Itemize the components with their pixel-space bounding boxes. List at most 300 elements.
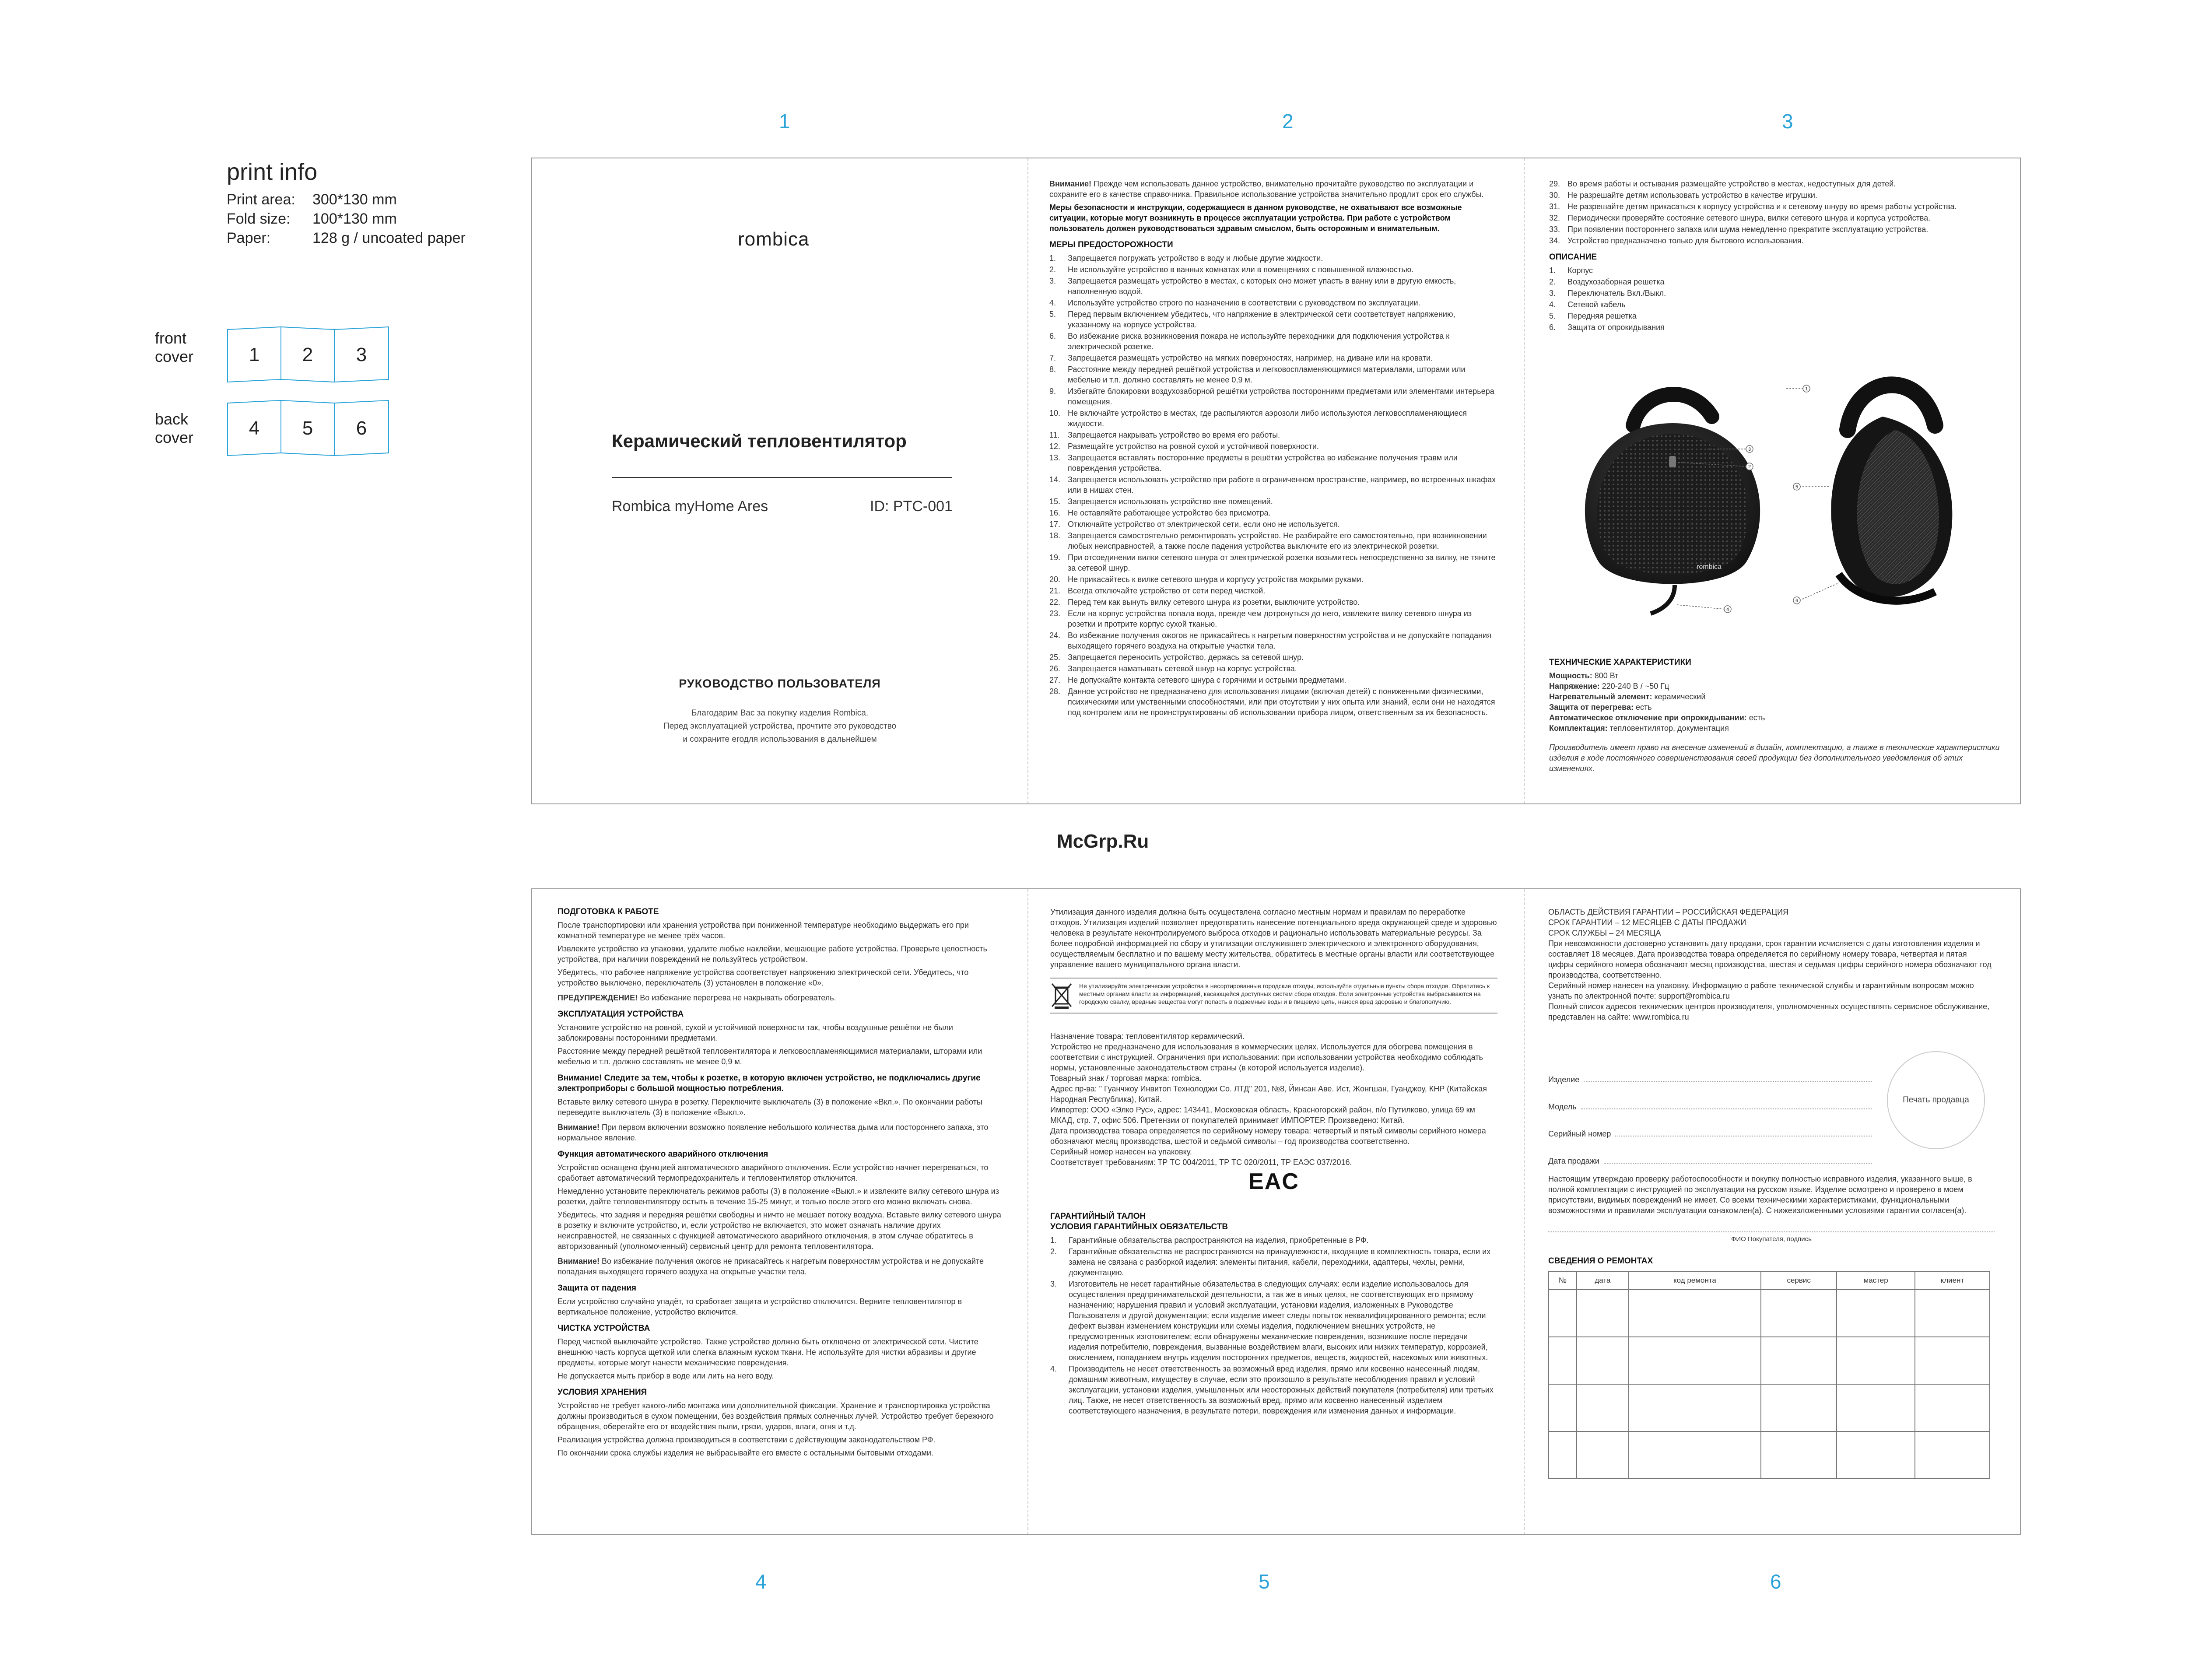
info-line: Назначение товара: тепловентилятор керамический.	[1050, 1032, 1245, 1041]
table-row	[1549, 1384, 1990, 1431]
list-item-text: Гарантийные обязательства распространяются на изделия, приобретенные в РФ.	[1069, 1236, 1369, 1245]
table-cell[interactable]	[1577, 1384, 1629, 1431]
list-item-text: Не включайте устройство в местах, где распыляются аэрозоли либо используются легковоспламеняющиеся жидкости.	[1068, 409, 1467, 428]
warning-paragraph	[558, 993, 1001, 1003]
section-heading: Защита от падения	[558, 1284, 636, 1293]
list-item	[1049, 253, 1497, 263]
list-item-text: Используйте устройство строго по назначению в соответствии с руководством по эксплуатации.	[1068, 298, 1420, 307]
section-paragraph: Реализация устройства должна производиться в соответствии с действующим законодательством РФ.	[558, 1435, 936, 1444]
spec-value: тепловентилятор, документация	[1607, 724, 1729, 733]
callout-3: 3	[1748, 447, 1751, 452]
table-cell[interactable]	[1915, 1337, 1990, 1384]
page-number-6: 6	[1770, 1570, 1781, 1593]
section-paragraph: Не допускается мыть прибор в воде или лить на него воду.	[558, 1371, 774, 1380]
section-text: Во избежание получения ожогов не прикасайтесь к нагретым поверхностям устройства и не допускайте попадания выходящего горячего воздуха на открытые участки тела.	[558, 1257, 984, 1276]
table-cell[interactable]	[1577, 1431, 1629, 1479]
list-item-text: Производитель не несет ответственность за возможный вред изделия, прямо или косвенно нанесенный людям, домашним животным, имуществу в случае, если это произошло в результате несоблюдения правил и условий эксплуатации, установки изделия, умышленных или неосторожных действий покупателя (потребителя) или третьих лиц. Также, не несет ответственность за возможный вред, прямо или косвенно нанесенный изделием соответствующего назначения, в результате потери, повреждения или изменения данных и информации.	[1069, 1364, 1494, 1415]
list-item-text: Периодически проверяйте состояние сетевого шнура, вилки сетевого шнура и корпуса устройства.	[1567, 214, 1931, 222]
print-info-key: Paper:	[227, 230, 271, 246]
list-item	[1049, 441, 1497, 452]
table-cell[interactable]	[1549, 1337, 1577, 1384]
list-item	[1049, 264, 1497, 275]
list-item	[1549, 277, 1998, 287]
info-line: Серийный номер нанесен на упаковку.	[1050, 1147, 1192, 1156]
list-item-number: 28.	[1049, 687, 1061, 696]
watermark: McGrp.Ru	[1057, 831, 1149, 852]
list-item-number: 13.	[1049, 453, 1061, 462]
bottom-sheet	[531, 888, 2021, 1535]
list-item	[1050, 1364, 1497, 1416]
table-cell[interactable]	[1761, 1384, 1837, 1431]
section-paragraph: Установите устройство на ровной, сухой и устойчивой поверхности так, чтобы воздушные решётки не были заблокированы посторонними предметами.	[558, 1023, 953, 1042]
list-item-text: Не разрешайте детям прикасаться к корпусу устройства и к сетевому шнуру во время работы устройства.	[1567, 202, 1957, 211]
print-info-key: Fold size:	[227, 210, 291, 227]
list-item-text: Изготовитель не несет гарантийные обязательства в следующих случаях: если изделие использовалось для осуществления предпринимательской деятельности, а так же в иных целях, не соответствующих его прямому назначению; нарушения правил и условий эксплуатации, установки изделия, изложенных в Руководстве Пользователя и другой документации; если изделие имеет следы попыток неквалифицированного ремонта; если дефект вызван изменением конструкции или схемы изделия, подключением внешних устройств, не предусмотренных изготовителем; если обнаружены механические повреждения, возникшие после передачи изделия потребителю, повреждения, вызванные воздействием влаги, высоких или низких температур, коррозией, окислением, попаданием внутрь изделия посторонних предметов, веществ, жидкостей, насекомых или животных.	[1069, 1280, 1488, 1362]
list-item	[1049, 530, 1497, 551]
section-heading: Функция автоматического аварийного отключения	[558, 1150, 768, 1159]
list-item	[1049, 364, 1497, 385]
page-number-1: 1	[779, 110, 790, 133]
spec-value: есть	[1746, 713, 1765, 722]
list-item-number: 27.	[1049, 676, 1061, 684]
description-panel	[1524, 158, 2020, 803]
info-line: Товарный знак / торговая марка: rombica.	[1050, 1074, 1202, 1083]
section-paragraph: Извлеките устройство из упаковки, удалите любые наклейки, мешающие работе устройства. Проверьте целостность устройства, при наличии повреждений не пользуйтесь устройством.	[558, 944, 987, 964]
page-number-3: 3	[1782, 110, 1793, 133]
sale-fields	[1548, 1058, 1872, 1166]
intro-label: Внимание!	[1049, 179, 1091, 188]
list-item-number: 6.	[1049, 332, 1056, 340]
description-heading: ОПИСАНИЕ	[1549, 253, 1597, 262]
legend-back-4: 4	[249, 417, 260, 439]
warranty-term: ОБЛАСТЬ ДЕЙСТВИЯ ГАРАНТИИ – РОССИЙСКАЯ ФЕДЕРАЦИЯ	[1548, 908, 1789, 916]
specs-list	[1549, 670, 2000, 733]
section-paragraph: Устройство оснащено функцией автоматического аварийного отключения. Если устройство начнет перегреваться, то сработает автоматический термопредохранитель и тепловентилятор отключится.	[558, 1163, 989, 1182]
section-paragraph: Вставьте вилку сетевого шнура в розетку. Переключите выключатель (3) в положение «Вкл.». По окончании работы переведите выключатель (3) в положение «Выкл.».	[558, 1098, 982, 1117]
list-item-number: 1.	[1050, 1236, 1057, 1245]
list-item-number: 8.	[1049, 365, 1056, 374]
list-item	[1050, 1246, 1497, 1278]
section-text: При первом включении возможно появление небольшого количества дыма или постороннего запаха, это нормальное явление.	[558, 1123, 989, 1142]
disposal-panel	[1027, 889, 1524, 1534]
list-item-text: Если на корпус устройства попала вода, прежде чем дотронуться до него, извлеките вилку сетевого шнура из розетки и протрите корпус сухой тканью.	[1068, 609, 1472, 628]
list-item	[1049, 608, 1497, 629]
spec-value: керамический	[1652, 692, 1706, 701]
list-item-number: 2.	[1050, 1247, 1057, 1256]
list-item-number: 3.	[1050, 1280, 1057, 1288]
spec-value: 800 Вт	[1592, 671, 1619, 680]
table-cell[interactable]	[1761, 1290, 1837, 1337]
callout-6: 6	[1795, 598, 1799, 603]
callout-2: 2	[1748, 464, 1751, 470]
cover-title: Керамический тепловентилятор	[612, 431, 907, 451]
eac-mark: EAC	[1248, 1169, 1299, 1194]
seller-stamp	[1887, 1051, 1985, 1149]
intro-text: Прежде чем использовать данное устройство, внимательно прочитайте руководство по эксплуатации и сохраните его в качестве справочника. Правильное использование устройства значительно продлит срок его службы.	[1049, 179, 1484, 199]
list-item-number: 1.	[1049, 254, 1056, 263]
list-item-text: Запрещается размещать устройство в местах, с которых оно может упасть в ванну или в другую емкость, наполненную водой.	[1068, 277, 1456, 296]
table-cell[interactable]	[1629, 1384, 1761, 1431]
list-item-text: Гарантийные обязательства не распространяются на принадлежности, входящие в комплектность товара, если их замена не связана с разборкой изделия: элементы питания, кабели, переходники, адаптеры, чехлы, ремни, документацию.	[1069, 1247, 1491, 1277]
list-item-text: Запрещается погружать устройство в воду и любые другие жидкости.	[1068, 254, 1323, 263]
legend-back-label: back cover	[155, 410, 194, 446]
confirm-text: Настоящим утверждаю проверку работоспособности и покупку полностью исправного изделия, указанного выше, в полной комплектации с инструкцией по эксплуатации на русском языке. Изделие осмотрено и проверено в моем присутствии, видимых повреждений не имеет. Со всеми техническими характеристиками, функциональными возможностями и правилами эксплуатации ознакомлен(а). С нижеизложенными условиями гарантии согласен(а).	[1548, 1175, 1972, 1215]
safety-panel	[1027, 158, 1524, 803]
sale-field-label: Модель	[1548, 1102, 1577, 1111]
list-item	[1049, 663, 1497, 674]
list-item-number: 16.	[1049, 509, 1061, 517]
spec-row	[1549, 723, 2000, 733]
list-item-text: Запрещается самостоятельно ремонтировать устройство. Не разбирайте его самостоятельно, при возникновении любых неисправностей, а также после падения устройства выключите его из электрической розетки.	[1068, 531, 1487, 551]
table-cell[interactable]	[1915, 1384, 1990, 1431]
list-item-number: 17.	[1049, 520, 1061, 529]
list-item-number: 7.	[1049, 354, 1056, 362]
list-item-number: 2.	[1549, 277, 1556, 286]
guide-title: РУКОВОДСТВО ПОЛЬЗОВАТЕЛЯ	[679, 677, 881, 690]
list-item-text: Запрещается наматывать сетевой шнур на корпус устройства.	[1068, 664, 1297, 673]
list-item	[1049, 452, 1497, 473]
section-paragraph: Если устройство случайно упадёт, то сработает защита и устройство отключится. Верните тепловентилятор в вертикальное положение, устройство включится.	[558, 1297, 962, 1316]
list-item-text: Устройство предназначено только для бытового использования.	[1567, 236, 1804, 245]
list-item-number: 31.	[1549, 202, 1560, 211]
callout-5: 5	[1795, 484, 1799, 490]
warranty-paragraph: Полный список адресов технических центров производителя, уполномоченных осуществлять сервисное обслуживание, представлен на сайте: www.rombica.ru	[1548, 1002, 1990, 1021]
spec-key: Напряжение:	[1549, 682, 1600, 691]
section-heading: ПРЕДУПРЕЖДЕНИЕ!	[558, 993, 638, 1002]
print-info-value: 128 g / uncoated paper	[312, 230, 466, 246]
section-heading: ПОДГОТОВКА К РАБОТЕ	[558, 907, 659, 916]
list-item	[1549, 299, 1998, 310]
list-item-number: 22.	[1049, 598, 1061, 607]
print-info-rows	[227, 190, 507, 248]
print-info-title: print info	[227, 159, 318, 185]
page-number-2: 2	[1282, 110, 1294, 133]
list-item	[1049, 519, 1497, 530]
list-item-text: Запрещается размещать устройство на мягких поверхностях, например, на диване или на кровати.	[1068, 354, 1433, 362]
list-item-text: Запрещается переносить устройство, держась за сетевой шнур.	[1068, 653, 1304, 662]
list-item	[1049, 574, 1497, 585]
table-cell[interactable]	[1549, 1431, 1577, 1479]
list-item	[1549, 288, 1998, 298]
list-item-number: 4.	[1050, 1364, 1057, 1373]
list-item-text: Сетевой кабель	[1567, 300, 1626, 309]
callout-1: 1	[1805, 386, 1808, 392]
cover-logo: rombica	[738, 228, 810, 250]
list-item	[1549, 213, 1998, 223]
section-text: Во избежание перегрева не накрывать обогреватель.	[638, 993, 836, 1002]
list-item	[1050, 1279, 1497, 1363]
spec-key: Защита от перегрева:	[1549, 703, 1634, 712]
list-item-text: Переключатель Вкл./Выкл.	[1567, 289, 1666, 298]
table-header: сервис	[1761, 1271, 1837, 1290]
section-paragraph: Немедленно установите переключатель режимов работы (3) в положение «Выкл.» и извлеките вилку сетевого шнура из розетки, дайте тепловентилятору остыть в течение 15-25 минут, и только после этого его можно включать снова.	[558, 1187, 999, 1206]
print-info-key: Print area:	[227, 191, 295, 208]
list-item-number: 15.	[1049, 497, 1061, 506]
warranty-info	[1548, 938, 1994, 1022]
list-item-text: Передняя решетка	[1567, 312, 1637, 320]
table-header: №	[1549, 1271, 1577, 1290]
section-heading: Внимание!	[558, 1257, 600, 1266]
list-item-number: 30.	[1549, 191, 1560, 200]
list-item-text: При отсоединении вилки сетевого шнура от электрической розетки возьмитесь непосредственно за вилку, не тяните за сетевой шнур.	[1068, 553, 1496, 572]
print-info	[227, 158, 507, 248]
guide-text: Благодарим Вас за покупку изделия Rombica. Перед эксплуатацией устройства, прочтите это руководство и сохраните егодля использования в дальнейшем	[663, 708, 897, 744]
warranty-list	[1050, 1235, 1497, 1416]
legend-back-diagram	[227, 400, 389, 456]
page-number-4: 4	[755, 1570, 767, 1593]
list-item-text: Всегда отключайте устройство от сети перед чисткой.	[1068, 586, 1266, 595]
list-item	[1049, 652, 1497, 663]
list-item-number: 12.	[1049, 442, 1061, 451]
list-item-number: 5.	[1549, 312, 1556, 320]
warranty-title: ГАРАНТИЙНЫЙ ТАЛОН	[1050, 1212, 1146, 1221]
list-item-text: Данное устройство не предназначено для использования лицами (включая детей) с пониженными физическими, психическими или умственными способностями, или при отсутствии у них опыта или знаний, если они не находятся под контролем или не проинструктированы об использовании прибора лицом, ответственным за их безопасность.	[1068, 687, 1495, 717]
table-header: клиент	[1915, 1271, 1990, 1290]
sale-field[interactable]	[1548, 1058, 1872, 1085]
list-item-text: Воздухозаборная решетка	[1567, 277, 1665, 286]
section-heading: Внимание!	[558, 1123, 600, 1132]
list-item-number: 34.	[1549, 236, 1560, 245]
table-cell[interactable]	[1837, 1384, 1914, 1431]
list-item	[1049, 298, 1497, 308]
list-item	[1049, 309, 1497, 330]
cover-panel	[532, 158, 1027, 803]
list-item	[1049, 675, 1497, 685]
warranty-subtitle: УСЛОВИЯ ГАРАНТИЙНЫХ ОБЯЗАТЕЛЬСТВ	[1050, 1222, 1228, 1231]
section-paragraph: Убедитесь, что рабочее напряжение устройства соответствует напряжению электрической сети. Убедитесь, что устройство выключено, переключатель (3) установлен в положение «0».	[558, 968, 969, 987]
list-item-text: Не разрешайте детям использовать устройство в качестве игрушки.	[1567, 191, 1817, 200]
table-cell[interactable]	[1915, 1290, 1990, 1337]
list-item	[1549, 322, 1998, 333]
section-paragraph: Перед чисткой выключайте устройство. Также устройство должно быть отключено от электрической сети. Чистите внешнюю часть корпуса щеткой или слегка влажным куском ткани. Не используйте для чистки абразивы и другие предметы, которые могут нанести механические повреждения.	[558, 1337, 978, 1367]
list-item-text: Не прикасайтесь к вилке сетевого шнура и корпусу устройства мокрыми руками.	[1068, 575, 1364, 584]
info-line: Дата производства товара определяется по серийному номеру товара: четвертый и пятый символы серийного номера обозначают месяц производства, шестой и седьмой символы – год производства соответственно.	[1050, 1126, 1486, 1146]
warranty-paragraph: Серийный номер нанесен на упаковку. Информацию о работе технической службы и гарантийным вопросам можно узнать по электронной почте: support@rombica.ru	[1548, 981, 1974, 1000]
list-item-number: 25.	[1049, 653, 1061, 662]
list-item-number: 3.	[1549, 289, 1556, 298]
list-item-number: 29.	[1549, 179, 1560, 188]
list-item-number: 9.	[1049, 387, 1056, 396]
list-item-number: 5.	[1049, 310, 1056, 319]
info-line: Соответствует требованиям: ТР ТС 004/2011, ТР ТС 020/2011, ТР ЕАЭС 037/2016.	[1050, 1158, 1352, 1167]
table-cell[interactable]	[1549, 1384, 1577, 1431]
list-item	[1049, 630, 1497, 651]
spec-row	[1549, 702, 2000, 712]
cover-model: Rombica myHome Ares	[612, 498, 768, 515]
list-item	[1049, 496, 1497, 507]
section-heading: ЧИСТКА УСТРОЙСТВА	[558, 1324, 650, 1333]
warning-paragraph	[558, 1256, 1001, 1277]
list-item-text: Не используйте устройство в ванных комнатах или в помещениях с повышенной влажностью.	[1068, 265, 1414, 274]
list-item-text: При появлении постороннего запаха или шума немедленно прекратите эксплуатацию устройства.	[1567, 225, 1929, 234]
print-info-value: 100*130 mm	[312, 210, 397, 227]
legend-back-6: 6	[356, 417, 367, 439]
cover-id: ID: PTC-001	[870, 498, 953, 515]
specs-note: Производитель имеет право на внесение изменений в дизайн, комплектацию, а также в технические характеристики изделия в ходе постоянного совершенствования своей продукции без дополнительного уведомления об этих изменениях.	[1549, 743, 2000, 773]
list-item-number: 1.	[1549, 266, 1556, 275]
list-item-text: Перед первым включением убедитесь, что напряжение в электрической сети соответствует напряжению, указанному на корпусе устройства.	[1068, 310, 1455, 329]
warranty-card-panel	[1524, 889, 2020, 1534]
warranty-term: СРОК ГАРАНТИИ – 12 МЕСЯЦЕВ С ДАТЫ ПРОДАЖИ	[1548, 918, 1746, 927]
list-item-text: Отключайте устройство от электрической сети, если оно не используется.	[1068, 520, 1340, 529]
product-illustration	[1541, 364, 2005, 635]
print-info-value: 300*130 mm	[312, 191, 397, 208]
table-header: код ремонта	[1629, 1271, 1761, 1290]
spec-key: Комплектация:	[1549, 724, 1608, 733]
list-item	[1049, 331, 1497, 352]
table-cell[interactable]	[1837, 1337, 1914, 1384]
list-item-number: 33.	[1549, 225, 1560, 234]
table-cell[interactable]	[1915, 1431, 1990, 1479]
sale-field-label: Изделие	[1548, 1075, 1580, 1084]
page-number-5: 5	[1259, 1570, 1270, 1593]
table-row	[1549, 1337, 1990, 1384]
table-cell[interactable]	[1837, 1290, 1914, 1337]
legend-front-1: 1	[249, 344, 260, 365]
section-heading: Внимание! Следите за тем, чтобы к розетке, в которую включен устройство, не подключались другие электроприборы с большой мощностью потребления.	[558, 1073, 981, 1093]
specs-heading: ТЕХНИЧЕСКИЕ ХАРАКТЕРИСТИКИ	[1549, 658, 1691, 667]
list-item-number: 2.	[1049, 265, 1056, 274]
legend-front-3: 3	[356, 344, 367, 365]
table-row	[1549, 1431, 1990, 1479]
list-item-text: Во время работы и остывания размещайте устройство в местах, недоступных для детей.	[1567, 179, 1896, 188]
list-item-number: 23.	[1049, 609, 1061, 618]
list-item-text: Запрещается вставлять посторонние предметы в решётки устройства во избежание получения травм или повреждения устройства.	[1068, 453, 1458, 473]
list-item-number: 26.	[1049, 664, 1061, 673]
list-item-number: 11.	[1049, 431, 1060, 439]
legend-front-label: front cover	[155, 329, 194, 365]
legend-front-2: 2	[302, 344, 313, 365]
list-item-number: 18.	[1049, 531, 1061, 540]
list-item-text: Запрещается использовать устройство при работе в ограниченном пространстве, например, во встроенных шкафах или в нишах стен.	[1068, 475, 1496, 495]
print-info-row	[227, 190, 507, 209]
table-cell[interactable]	[1837, 1431, 1914, 1479]
table-cell[interactable]	[1629, 1290, 1761, 1337]
repairs-table	[1548, 1271, 1990, 1479]
top-sheet	[531, 158, 2021, 804]
print-info-row	[227, 228, 507, 248]
section-paragraph: После транспортировки или хранения устройства при пониженной температуре необходимо выдержать его при комнатной температуре не менее трёх часов.	[558, 921, 969, 940]
disposal-text: Утилизация данного изделия должна быть осуществлена согласно местным нормам и правилам по переработке отходов. Утилизация изделий позволяет предотвратить нанесение потенциального вреда окружающей среде и здоровью человека в результате неконтролируемого выброса отходов и рационально использовать материальные ресурсы. За более подробной информацией по сбору и утилизации отслужившего электрического и электронного оборудования, осуществляемым бесплатно и по вашему месту жительства, обратитесь в местные органы власти или соответствующее управление вашего муниципального органа власти.	[1050, 908, 1497, 969]
signature-label: ФИО Покупателя, подпись	[1731, 1235, 1812, 1243]
safety-heading: МЕРЫ ПРЕДОСТОРОЖНОСТИ	[1049, 240, 1173, 249]
list-item	[1549, 201, 1998, 212]
list-item-number: 24.	[1049, 631, 1061, 640]
device-logo: rombica	[1697, 563, 1722, 571]
list-item-text: Избегайте блокировки воздухозаборной решётки устройства посторонними предметами или элементами интерьера помещения.	[1068, 387, 1494, 406]
list-item	[1050, 1235, 1497, 1245]
list-item	[1549, 265, 1998, 276]
list-item-number: 20.	[1049, 575, 1061, 584]
list-item-number: 4.	[1549, 300, 1556, 309]
table-cell[interactable]	[1577, 1337, 1629, 1384]
list-item-text: Защита от опрокидывания	[1567, 323, 1665, 332]
legend-back-5: 5	[302, 417, 313, 439]
weee-bin-icon	[1050, 982, 1073, 1009]
list-item-number: 3.	[1049, 277, 1056, 285]
info-line: Устройство не предназначено для использования в коммерческих целях. Используется для обогрева помещения в соответствии с инструкцией. Ограничения при использовании: при использовании устройства необходимо соблюдать нормы, установленные законодательством страны (в которой используется изделие).	[1050, 1042, 1483, 1072]
list-item	[1049, 408, 1497, 429]
list-item	[1549, 311, 1998, 321]
list-item-number: 19.	[1049, 553, 1061, 562]
table-header: мастер	[1837, 1271, 1914, 1290]
spec-key: Автоматическое отключение при опрокидывании:	[1549, 713, 1747, 722]
list-item-text: Размещайте устройство на ровной сухой и устойчивой поверхности.	[1068, 442, 1319, 451]
callout-4: 4	[1726, 607, 1729, 612]
sale-field[interactable]	[1548, 1112, 1872, 1139]
list-item	[1049, 474, 1497, 495]
table-cell[interactable]	[1629, 1337, 1761, 1384]
list-item-text: Во избежание риска возникновения пожара не используйте переходники для подключения устройства к электрической розетке.	[1068, 332, 1450, 351]
section-paragraph: По окончании срока службы изделия не выбрасывайте его вместе с остальными бытовыми отходами.	[558, 1449, 933, 1457]
sale-field-label: Дата продажи	[1548, 1157, 1599, 1165]
warranty-term: СРОК СЛУЖБЫ – 24 МЕСЯЦА	[1548, 929, 1661, 937]
list-item-number: 14.	[1049, 475, 1061, 484]
list-item-number: 32.	[1549, 214, 1560, 222]
product-info	[1050, 1031, 1497, 1168]
list-item-text: Корпус	[1567, 266, 1593, 275]
list-item	[1049, 430, 1497, 440]
list-item	[1549, 235, 1998, 246]
spec-value: есть	[1633, 703, 1652, 712]
table-cell[interactable]	[1549, 1290, 1577, 1337]
list-item-text: Не допускайте контакта сетевого шнура с горячими и острыми предметами.	[1068, 676, 1346, 684]
spec-row	[1549, 681, 2000, 691]
operation-panel	[532, 889, 1027, 1534]
list-item-text: Запрещается использовать устройство вне помещений.	[1068, 497, 1273, 506]
legend-front-diagram	[227, 326, 389, 383]
table-header: дата	[1577, 1271, 1629, 1290]
spec-key: Нагревательный элемент:	[1549, 692, 1652, 701]
list-item	[1049, 353, 1497, 363]
spec-row	[1549, 670, 2000, 681]
list-item-number: 21.	[1049, 586, 1061, 595]
sale-field[interactable]	[1548, 1139, 1872, 1166]
table-cell[interactable]	[1629, 1431, 1761, 1479]
list-item-text: Запрещается накрывать устройство во время его работы.	[1068, 431, 1280, 439]
spec-row	[1549, 712, 2000, 723]
list-item	[1049, 686, 1497, 718]
info-line: Адрес пр-ва: " Гуанчжоу Инвитоп Технолоджи Co. ЛТД" 201, №8, Йинсан Аве. Ист, Жонгшан, Гуанджоу, КНР (Китайская Народная Республика), Китай.	[1050, 1084, 1487, 1104]
table-cell[interactable]	[1577, 1290, 1629, 1337]
warning-paragraph	[558, 1122, 1001, 1143]
table-cell[interactable]	[1761, 1431, 1837, 1479]
description-list	[1549, 265, 1998, 333]
list-item	[1549, 190, 1998, 200]
warranty-terms	[1548, 907, 1994, 938]
table-cell[interactable]	[1761, 1337, 1837, 1384]
sale-field-label: Серийный номер	[1548, 1129, 1611, 1138]
list-item	[1049, 276, 1497, 297]
list-item	[1049, 552, 1497, 573]
list-item	[1549, 224, 1998, 235]
list-item-text: Не оставляйте работающее устройство без присмотра.	[1068, 509, 1271, 517]
section-heading: ЭКСПЛУАТАЦИЯ УСТРОЙСТВА	[558, 1010, 684, 1019]
intro-bold: Меры безопасности и инструкции, содержащиеся в данном руководстве, не охватывают все возможные ситуации, которые могут возникнуть в процессе эксплуатации устройства. При работе с устройством пользователь должен руководствоваться здравым смыслом, быть осторожным и внимательным.	[1049, 203, 1462, 233]
section-paragraph: Убедитесь, что задняя и передняя решётки свободны и ничто не мешает потоку воздуха. Вставьте вилку сетевого шнура в розетку и включите устройство, и, если устройство не включается, это может означать наличие других неисправностей, не связанных с функцией автоматического аварийного отключения, в этом случае обратитесь в авторизованный (уполномоченный) сервисный центр для ремонта тепловентилятора.	[558, 1210, 1001, 1251]
list-item	[1049, 597, 1497, 607]
sale-field[interactable]	[1548, 1085, 1872, 1112]
section-heading: УСЛОВИЯ ХРАНЕНИЯ	[558, 1388, 647, 1397]
safety-list	[1049, 253, 1497, 718]
list-item	[1049, 586, 1497, 596]
weee-text: Не утилизируйте электрические устройства в несортированные городские отходы, используйте отдельные пункты сбора отходов. Обратитесь к местным органам власти за информацией, касающейся доступных систем сбора отходов. Если электронные устройства выбрасываются на городскую свалку, вредные вещества могут попасть в подземные воды и в пищевую цепь, нанося вред здоровью и благополучию.	[1079, 982, 1490, 1005]
repairs-heading: СВЕДЕНИЯ О РЕМОНТАХ	[1548, 1256, 1653, 1266]
section-paragraph: Устройство не требует какого-либо монтажа или дополнительной фиксации. Хранение и транспортировка устройства должны производиться в сухом помещении, без воздействия прямых солнечных лучей. Устройство требует бережного обращения, оберегайте его от воздействия пыли, грязи, ударов, влаги, огня и т.д.	[558, 1401, 994, 1431]
list-item-number: 4.	[1049, 298, 1056, 307]
list-item	[1549, 179, 1998, 189]
list-item	[1049, 508, 1497, 518]
